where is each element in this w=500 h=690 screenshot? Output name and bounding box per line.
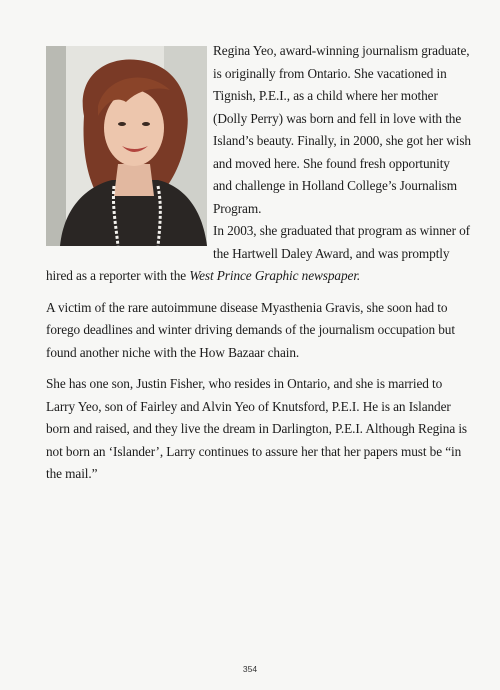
bio-paragraph-2-text: In 2003, she graduated that program as winner of the Hartwell Daley Award, and was promptly hired as a reporter with the xyxy=(46,223,470,283)
page-number: 354 xyxy=(242,664,258,674)
bio-paragraph-1: Regina Yeo, award-winning journalism graduate, is originally from Ontario. She vacationed in Tignish, P.E.I., as a child where her mother (Dolly Perry) was born and fell in love with the Island’s beauty. Finally, in 2000, she got her wish and moved here. She found fresh opportunity and challenge in Holland College’s Journalism Program. xyxy=(213,43,471,216)
photo-float-spacer xyxy=(46,40,213,245)
bio-paragraph-4: She has one son, Justin Fisher, who resides in Ontario, and she is married to Larry Yeo, son of Fairley and Alvin Yeo of Knutsford, P.E.I. He is an Islander born and raised, and they live the dream in Darlington, P.E.I. Although Regina is not born an ‘Islander’, Larry continues to assure her that her papers must be “in the mail.” xyxy=(46,376,468,481)
bio-text xyxy=(46,40,471,495)
newspaper-name: West Prince Graphic newspaper. xyxy=(189,268,361,283)
bio-paragraph-3: A victim of the rare autoimmune disease Myasthenia Gravis, she soon had to forego deadlines and winter driving demands of the journalism occupation but found another niche with the How Bazaar chain. xyxy=(46,299,455,360)
